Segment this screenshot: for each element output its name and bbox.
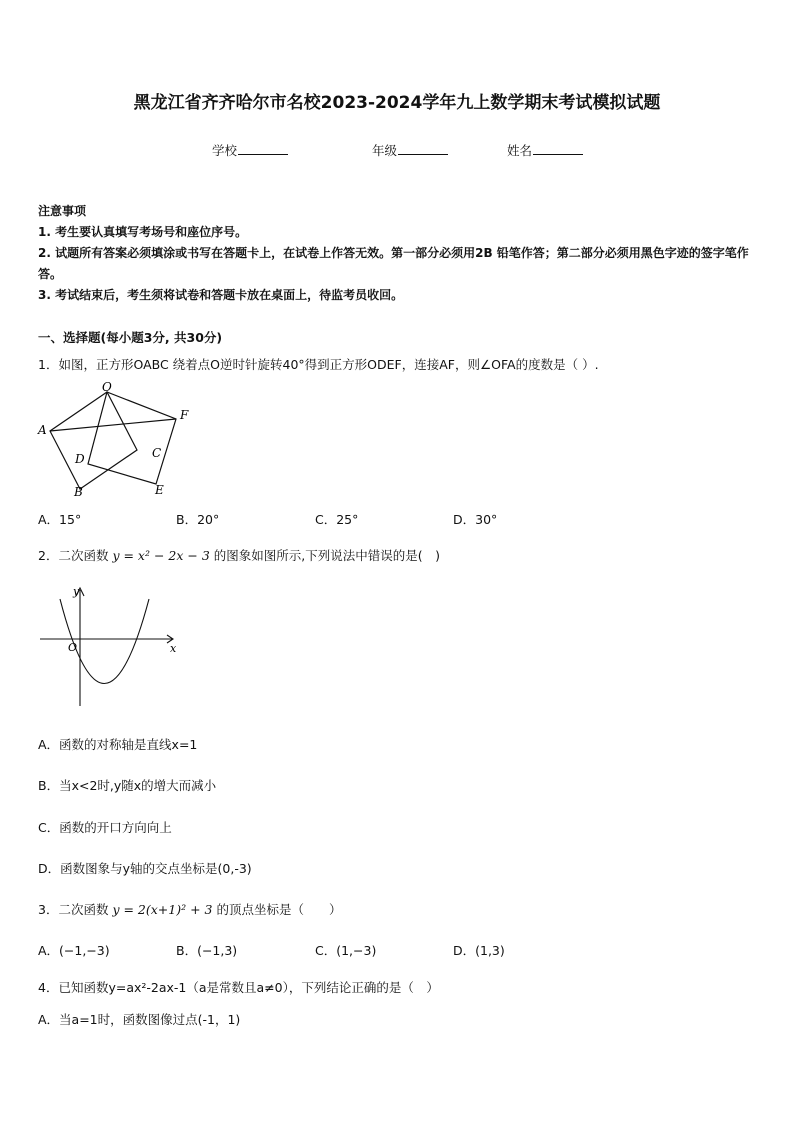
question-3-text [38,900,342,918]
q2-option-d[interactable]: D．函数图象与y轴的交点坐标是(0,-3) [38,861,252,876]
q3-option-a[interactable]: A．(−1,−3) [38,943,110,958]
q2-option-a[interactable]: A．函数的对称轴是直线x=1 [38,737,198,752]
q3-formula: y = 2(x+1)² + 3 [112,902,213,917]
q3-prefix: 3．二次函数 [38,902,109,917]
y-axis-label: y [73,585,80,598]
school-field[interactable] [212,141,288,159]
question-4-text: 4．已知函数y=ax²-2ax-1（a是常数且a≠0），下列结论正确的是（ ） [38,980,439,995]
q2-suffix: 的图象如图所示,下列说法中错误的是( ) [213,548,440,563]
q1-square-rotation-figure [30,378,205,500]
q3-suffix: 的顶点坐标是（ ） [216,902,342,917]
label-e: E [155,483,164,497]
q2-prefix: 2．二次函数 [38,548,109,563]
exam-title: 黑龙江省齐齐哈尔市名校2023-2024学年九上数学期末考试模拟试题 [133,93,661,113]
segment-af [50,419,176,431]
q1-option-b[interactable]: B．20° [176,512,220,527]
square-odef [88,392,176,484]
q1-option-c[interactable]: C．25° [315,512,359,527]
q2-option-b[interactable]: B．当x<2时,y随x的增大而减小 [38,778,217,793]
label-f: F [180,408,189,422]
label-o: O [102,380,112,394]
grade-field[interactable] [372,141,448,159]
school-label: 学校 [212,143,238,158]
label-d: D [75,452,85,466]
grade-label: 年级 [372,143,398,158]
name-blank[interactable] [533,142,583,155]
q1-option-d[interactable]: D．30° [453,512,498,527]
q3-option-c[interactable]: C．(1,−3) [315,943,377,958]
origin-label: O [68,641,78,654]
school-blank[interactable] [238,142,288,155]
question-1-text: 1．如图，正方形OABC 绕着点O逆时针旋转40°得到正方形ODEF，连接AF，则∠OFA的度数是（ ）. [38,357,599,372]
q3-option-b[interactable]: B．(−1,3) [176,943,238,958]
q2-parabola-graph [36,582,186,710]
x-axis-label: x [170,642,177,655]
label-c: C [152,446,162,460]
section-heading: 一、选择题(每小题3分, 共30分) [38,330,223,345]
q1-option-a[interactable]: A．15° [38,512,82,527]
name-label: 姓名 [507,143,533,158]
label-b: B [74,485,83,499]
name-field[interactable] [507,141,583,159]
q2-option-c[interactable]: C．函数的开口方向向上 [38,820,172,835]
label-a: A [38,423,47,437]
notice-heading: 注意事项 [38,204,87,218]
q2-formula: y = x² − 2x − 3 [112,548,210,563]
question-2-text [38,546,440,564]
notice-item-1: 1. 考生要认真填写考场号和座位序号。 [38,225,248,239]
q4-option-a[interactable]: A．当a=1时，函数图像过点(-1，1) [38,1012,241,1027]
notice-section [38,201,760,306]
notice-item-2: 2. 试题所有答案必须填涂或书写在答题卡上，在试卷上作答无效。第一部分必须用2B 铅笔作答；第二部分必须用黑色字迹的签字笔作答。 [38,246,749,281]
q3-option-d[interactable]: D．(1,3) [453,943,505,958]
grade-blank[interactable] [398,142,448,155]
notice-item-3: 3. 考试结束后，考生须将试卷和答题卡放在桌面上，待监考员收回。 [38,288,404,302]
